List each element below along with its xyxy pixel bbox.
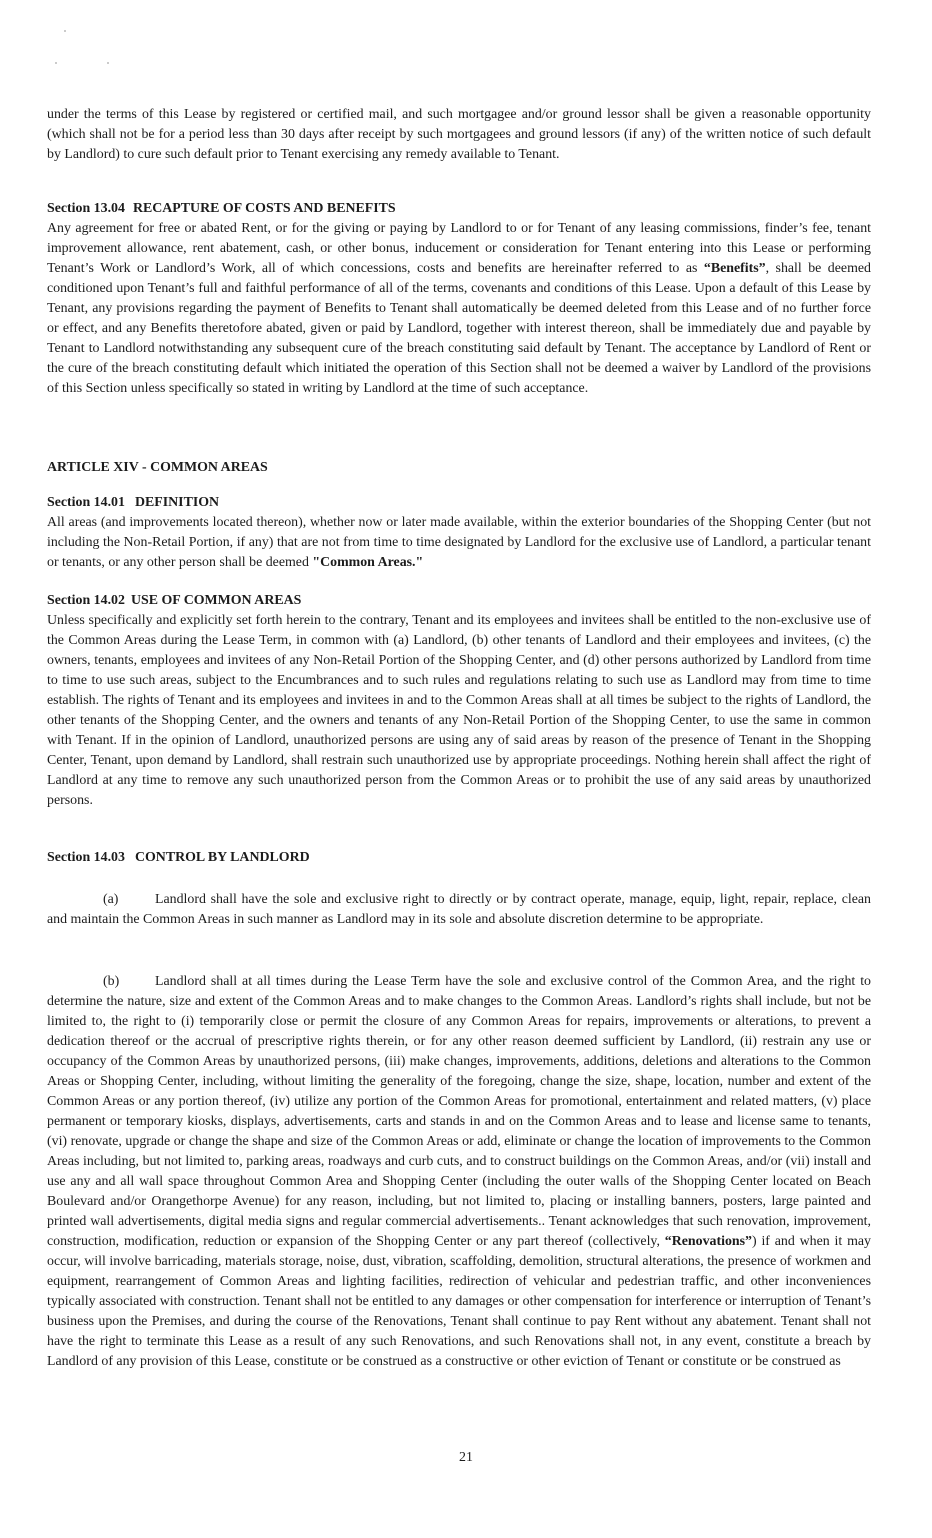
subparagraph-a (47, 890, 871, 930)
scan-speck (107, 62, 109, 64)
section-title: CONTROL BY LANDLORD (134, 850, 310, 865)
section-14-03 (47, 848, 871, 868)
section-heading (47, 848, 871, 868)
section-14-03-para-a (47, 890, 871, 930)
body-text: , shall be deemed conditioned upon Tenant’s full and faithful performance of all of the terms, covenants and conditions of this Lease. Upon a default of this Lease by Tenant, any provisions regarding the payment of Benefits to Tenant shall automatically be deemed deleted from this Lease and of no further force or effect, and any Benefits theretofore abated, given or paid by Landlord, together with interest thereon, shall be immediately due and payable by Tenant to Landlord notwithstanding any subsequent cure of the breach constituting said default by Tenant. The acceptance by Landlord of Rent or the cure of the breach constituting default which initiated the operation of this Section shall not be deemed a waiver by Landlord of the provisions of this Section unless specifically so stated in writing by Landlord at the time of such acceptance. (47, 261, 871, 396)
subparagraph-b (47, 972, 871, 1372)
section-heading (47, 591, 871, 611)
page-number: 21 (459, 1450, 473, 1465)
defined-term: "Common Areas." (312, 555, 424, 570)
article-14-heading-block (47, 458, 871, 478)
section-body: Unless specifically and explicitly set forth herein to the contrary, Tenant and its employees and invitees shall be entitled to the non-exclusive use of the Common Areas during the Lease Term, in common with (a) Landlord, (b) other tenants of Landlord and their employees and invitees, (c) the owners, tenants, employees and invitees of any Non-Retail Portion of the Shopping Center, and (d) other persons authorized by Landlord from time to time to use such areas, subject to the Encumbrances and to such rules and regulations relating to such use as Landlord may from time to time establish. The rights of Tenant and its employees and invitees in and to the Common Areas shall at all times be subject to the rights of Landlord, the other tenants of the Shopping Center, and the owners and tenants of any Non-Retail Portion of the Shopping Center, to use the same in common with Tenant. If in the opinion of Landlord, unauthorized persons are using any of said areas by reason of the presence of Tenant in the Shopping Center, Tenant, upon demand by Landlord, shall restrain such unauthorized use by appropriate proceedings. Nothing herein shall affect the right of Landlord at any time to remove any such unauthorized person from the Common Areas or to prohibit the use of any said areas by unauthorized persons. (47, 613, 871, 808)
section-heading (47, 199, 871, 219)
section-number: Section 14.02 (47, 593, 125, 608)
section-number: Section 14.03 (47, 850, 125, 865)
intro-paragraph-block (47, 105, 871, 165)
intro-paragraph: under the terms of this Lease by registered or certified mail, and such mortgagee and/or ground lessor shall be given a reasonable opportunity (which shall not be for a period less than 30 days after receipt by such mortgagees and ground lessors (if any) of the written notice of such default by Landlord) to cure such default prior to Tenant exercising any remedy available to Tenant. (47, 107, 871, 162)
body-text: Any agreement for free or abated Rent, or for the giving or paying by Landlord to or for Tenant of any leasing commissions, finder’s fee, tenant improvement allowance, rent abatement, cash, or other bonus, inducement or consideration for Tenant entering into this Lease or performing Tenant’s Work or Landlord’s Work, all of which concessions, costs and benefits are hereinafter referred to as (47, 221, 871, 276)
section-title: RECAPTURE OF COSTS AND BENEFITS (132, 201, 396, 216)
body-text: ) if and when it may occur, will involve barricading, materials storage, noise, dust, vibration, scaffolding, demolition, structural alterations, the presence of workmen and equipment, rearrangement of Common Areas and lighting facilities, redirection of vehicular and pedestrian traffic, and other inconveniences typically associated with construction. Tenant shall not be entitled to any damages or other compensation for interference or interruption of Tenant’s business upon the Premises, and during the course of the Renovations, Tenant shall continue to pay Rent without any abatement. Tenant shall not have the right to terminate this Lease as a result of any such Renovations, and such Renovations shall not, in any event, constitute a breach by Landlord of any provision of this Lease, constitute or be construed as a constructive or other eviction of Tenant or constitute or be construed as (47, 1234, 871, 1369)
defined-term: “Renovations” (664, 1234, 752, 1249)
section-number: Section 14.01 (47, 495, 125, 510)
defined-term: “Benefits” (703, 261, 766, 276)
body-text: All areas (and improvements located thereon), whether now or later made available, within the exterior boundaries of the Shopping Center (but not including the Non-Retail Portion, if any) that are not from time to time designated by Landlord for the exclusive use of Landlord, a particular tenant or tenants, or any other person shall be deemed (47, 515, 871, 570)
section-title: DEFINITION (134, 495, 220, 510)
body-text: Landlord shall at all times during the Lease Term have the sole and exclusive control of the Common Area, and the right to determine the nature, size and extent of the Common Areas and to make changes to the Common Areas. Landlord’s rights shall include, but not be limited to, the right to (i) temporarily close or permit the closure of any Common Areas for repairs, improvements or alterations, to prevent a dedication thereof or the accrual of prescriptive rights therein, or for any other reason deemed sufficient by Landlord, (ii) restrain any use or occupancy of the Common Areas by unauthorized persons, (iii) make changes, improvements, additions, deletions and alterations to the Common Areas or Shopping Center, including, without limiting the generality of the foregoing, change the size, shape, location, number and extent of the Common Areas or any portion thereof, (iv) utilize any portion of the Common Areas for promotional, entertainment and related matters, (v) place permanent or temporary kiosks, displays, advertisements, carts and stands in and on the Common Areas and to lease and license same to tenants, (vi) renovate, upgrade or change the shape and size of the Common Areas or add, eliminate or change the location of improvements to the Common Areas including, but not limited to, parking areas, roadways and curb cuts, and to construct buildings on the Common Areas, and/or (vii) install and use any and all wall space throughout Common Area and Shopping Center (including the outer walls of the Shopping Center located on Beach Boulevard and/or Orangethorpe Avenue) for any reason, including, but not limited to, placing or installing banners, posters, large painted and printed wall advertisements, digital media signs and regular commercial advertisements.. Tenant acknowledges that such renovation, improvement, construction, modification, reduction or expansion of the Shopping Center or any part thereof (collectively, (47, 974, 871, 1249)
body-text: Landlord shall have the sole and exclusive right to directly or by contract operate, manage, equip, light, repair, replace, clean and maintain the Common Areas in such manner as Landlord may in its sole and absolute discretion determine to be appropriate. (47, 892, 871, 927)
scan-speck (55, 62, 57, 64)
subparagraph-label: (a) (103, 892, 119, 907)
section-body (47, 219, 871, 399)
scan-speck (64, 30, 66, 32)
subparagraph-label: (b) (103, 974, 120, 989)
section-body (47, 513, 871, 573)
section-title: USE OF COMMON AREAS (130, 593, 302, 608)
section-14-02 (47, 591, 871, 811)
article-title: ARTICLE XIV - COMMON AREAS (47, 460, 268, 475)
section-14-03-para-b (47, 972, 871, 1372)
section-heading (47, 493, 871, 513)
section-14-01 (47, 493, 871, 573)
section-number: Section 13.04 (47, 201, 125, 216)
section-13-04 (47, 199, 871, 399)
